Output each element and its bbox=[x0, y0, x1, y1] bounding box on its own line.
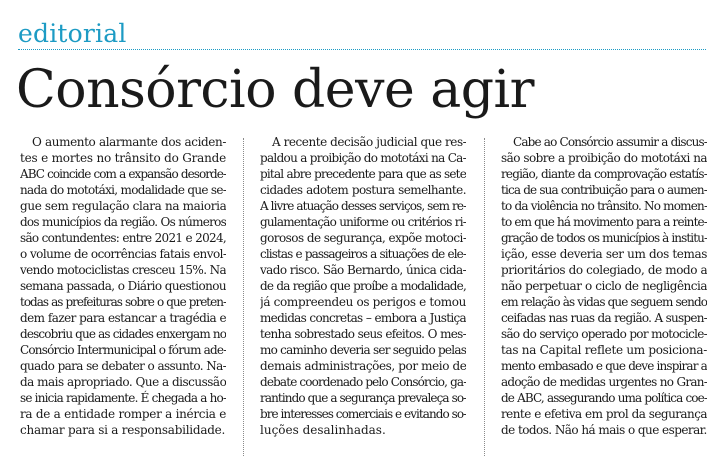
text-line: ra de a entidade romper a inércia e bbox=[20, 407, 226, 421]
text-line: todas as prefeituras sobre o que preten- bbox=[20, 295, 226, 309]
article-column-3 bbox=[501, 134, 707, 460]
text-line: mento embasado e que deve inspirar a bbox=[501, 359, 707, 373]
text-line: medidas concretas – embora a Justiça bbox=[260, 311, 466, 325]
text-line: rente e efetiva em prol da segurança bbox=[501, 407, 707, 421]
text-line: são contundentes: entre 2021 e 2024, bbox=[20, 231, 226, 245]
text-line: pital abre precedente para que as sete bbox=[260, 167, 466, 181]
text-line: o volume de ocorrências fatais envol- bbox=[20, 247, 226, 261]
text-line: paldou a proibição do mototáxi na Ca- bbox=[260, 151, 466, 165]
headline: Consórcio deve agir bbox=[16, 60, 535, 120]
text-line: tes e mortes no trânsito do Grande bbox=[20, 151, 226, 165]
text-line: cidades adotem postura semelhante. bbox=[260, 183, 466, 197]
text-line: são sobre a proibição do mototáxi na bbox=[501, 151, 707, 165]
text-line: O aumento alarmante dos aciden- bbox=[32, 135, 226, 149]
text-line: gração de todos os municípios à institu- bbox=[501, 231, 707, 245]
article-body bbox=[20, 134, 708, 460]
text-line: já compreendeu os perigos e tomou bbox=[260, 295, 466, 309]
text-line: luções desalinhadas. bbox=[260, 423, 386, 437]
text-line: não perpetuar o ciclo de negligência bbox=[501, 279, 707, 293]
text-line: gorosos de segurança, expõe motoci- bbox=[260, 231, 466, 245]
article-column-1 bbox=[20, 134, 226, 460]
text-line: de ABC, assegurando uma política coe- bbox=[501, 391, 707, 405]
text-line: debate coordenado pelo Consórcio, ga- bbox=[260, 375, 466, 389]
text-line: nada do mototáxi, modalidade que se- bbox=[20, 183, 226, 197]
text-line: demais administrações, por meio de bbox=[260, 359, 466, 373]
text-line: A recente decisão judicial que res- bbox=[272, 135, 466, 149]
section-label: editorial bbox=[18, 19, 127, 48]
text-line: rantindo que a segurança prevaleça so- bbox=[260, 391, 466, 405]
text-line: mo caminho deveria ser seguido pelas bbox=[260, 343, 466, 357]
text-line: descobriu que as cidades enxergam no bbox=[20, 327, 226, 341]
text-line: tas na Capital reflete um posiciona- bbox=[501, 343, 707, 357]
text-line: em relação às vidas que seguem sendo bbox=[501, 295, 707, 309]
text-line: Consórcio Intermunicipal o fórum ade- bbox=[20, 343, 226, 357]
text-line: to em que há movimento para a reinte- bbox=[501, 215, 707, 229]
text-line: são do serviço operado por motocicle- bbox=[501, 327, 707, 341]
text-line: semana passada, o Diário questionou bbox=[20, 279, 226, 293]
text-line: prioritários do colegiado, de modo a bbox=[501, 263, 707, 277]
section-header bbox=[0, 0, 720, 52]
text-line: região, diante da comprovação estatís- bbox=[501, 167, 707, 181]
text-line: ição, esse deveria ser um dos temas bbox=[501, 247, 707, 261]
text-line: bre interesses comerciais e evitando so- bbox=[260, 407, 466, 421]
text-line: Cabe ao Consórcio assumir a discus- bbox=[513, 135, 707, 149]
text-line: da mais apropriado. Que a discussão bbox=[20, 375, 226, 389]
text-line: clistas e passageiros a situações de ele- bbox=[260, 247, 466, 261]
text-line: chamar para si a responsabilidade. bbox=[20, 423, 226, 437]
text-line: to da violência no trânsito. No momen- bbox=[501, 199, 707, 213]
text-line: adoção de medidas urgentes no Gran- bbox=[501, 375, 707, 389]
text-line: A livre atuação desses serviços, sem re- bbox=[260, 199, 466, 213]
text-line: ABC coincide com a expansão desorde- bbox=[20, 167, 226, 181]
text-line: ceifadas nas ruas da região. A suspen- bbox=[501, 311, 707, 325]
text-line: tenha sobrestado seus efeitos. O mes- bbox=[260, 327, 466, 341]
article-column-2 bbox=[260, 134, 466, 460]
text-line: dem fazer para estancar a tragédia e bbox=[20, 311, 226, 325]
text-line: dos municípios da região. Os números bbox=[20, 215, 226, 229]
column-divider-2 bbox=[484, 138, 485, 456]
text-line: de da região que proíbe a modalidade, bbox=[260, 279, 466, 293]
text-line: gulamentação uniforme ou critérios ri- bbox=[260, 215, 466, 229]
text-line: vendo motociclistas cresceu 15%. Na bbox=[20, 263, 226, 277]
text-line: tica de sua contribuição para o aumen- bbox=[501, 183, 707, 197]
column-divider-1 bbox=[243, 138, 244, 456]
text-line: gue sem regulação clara na maioria bbox=[20, 199, 226, 213]
text-line: vado risco. São Bernardo, única cida- bbox=[260, 263, 466, 277]
text-line: quado para se debater o assunto. Na- bbox=[20, 359, 226, 373]
section-divider bbox=[18, 49, 706, 50]
text-line: se inicia rapidamente. É chegada a ho- bbox=[20, 391, 226, 405]
text-line: de todos. Não há mais o que esperar. bbox=[501, 423, 707, 437]
